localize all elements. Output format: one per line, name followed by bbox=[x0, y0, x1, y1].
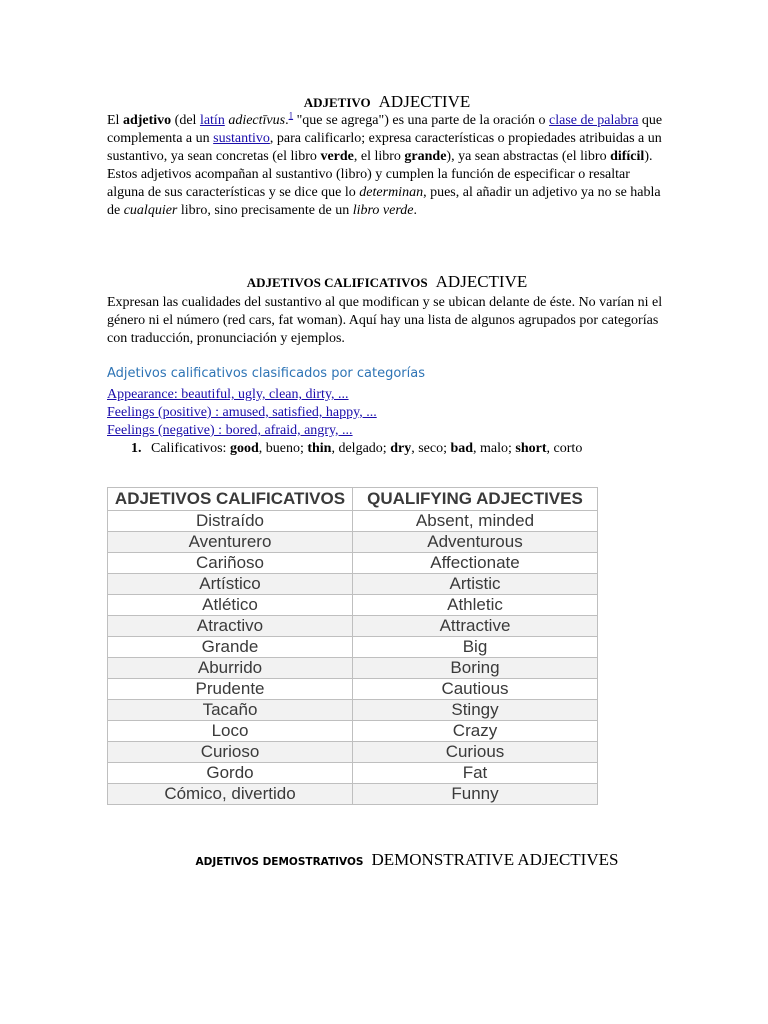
cell-english: Affectionate bbox=[353, 553, 598, 574]
cell-english: Absent, minded bbox=[353, 511, 598, 532]
category-links bbox=[107, 386, 377, 440]
cell-english: Boring bbox=[353, 658, 598, 679]
calificativos-paragraph bbox=[107, 294, 667, 348]
link-feelings-negative[interactable]: Feelings (negative) : bored, afraid, angry, ... bbox=[107, 423, 353, 438]
text-run: El bbox=[107, 113, 123, 128]
table-header-spanish: ADJETIVOS CALIFICATIVOS bbox=[108, 488, 353, 511]
text-run: cualquier bbox=[123, 203, 178, 218]
text-run: Calificativos: bbox=[151, 441, 230, 456]
link-sustantivo[interactable]: sustantivo bbox=[213, 131, 270, 146]
table-row bbox=[108, 742, 598, 763]
table-row bbox=[108, 784, 598, 805]
text-run: good bbox=[229, 441, 259, 456]
text-run: , para calificarlo; expresa características o propiedades atribuidas a un sustantivo, ya sean concretas (el libro bbox=[107, 131, 662, 164]
heading-demostrativos bbox=[107, 850, 707, 870]
text-run: thin bbox=[307, 441, 332, 456]
numbered-list-item bbox=[131, 440, 582, 458]
text-run: libro, sino precisamente de un bbox=[177, 203, 353, 218]
text-run: . bbox=[285, 113, 289, 128]
text-run: verde bbox=[320, 149, 354, 164]
table-row bbox=[108, 637, 598, 658]
cell-spanish: Aburrido bbox=[108, 658, 353, 679]
text-run: "que se agrega") es una parte de la oración o bbox=[293, 113, 550, 128]
table-row bbox=[108, 679, 598, 700]
adjectives-table bbox=[107, 487, 598, 805]
text-run: short bbox=[515, 441, 547, 456]
cell-spanish: Artístico bbox=[108, 574, 353, 595]
cell-spanish: Distraído bbox=[108, 511, 353, 532]
text-run: (del bbox=[171, 113, 200, 128]
text-run: adiectīvus bbox=[228, 113, 286, 128]
table-header-row bbox=[108, 488, 598, 511]
table-header-english: QUALIFYING ADJECTIVES bbox=[353, 488, 598, 511]
text-run: , pues, al añadir un adjetivo ya no se habla de bbox=[107, 185, 661, 218]
cell-spanish: Tacaño bbox=[108, 700, 353, 721]
table-row bbox=[108, 511, 598, 532]
cell-english: Stingy bbox=[353, 700, 598, 721]
table-row bbox=[108, 721, 598, 742]
calificativos-paragraph-text: Expresan las cualidades del sustantivo al que modifican y se ubican delante de éste. No varían ni el género ni el número (red cars, fat woman). Aquí hay una lista de algunos agrupados por categorías con traducción, pronunciación y ejemplos. bbox=[107, 295, 663, 346]
cell-english: Crazy bbox=[353, 721, 598, 742]
cell-english: Artistic bbox=[353, 574, 598, 595]
cell-spanish: Gordo bbox=[108, 763, 353, 784]
cell-spanish: Curioso bbox=[108, 742, 353, 763]
heading-calificativos-spanish: ADJETIVOS CALIFICATIVOS bbox=[246, 275, 428, 290]
text-run: bad bbox=[450, 441, 474, 456]
link-appearance[interactable]: Appearance: beautiful, ugly, clean, dirty, ... bbox=[107, 387, 349, 402]
cell-spanish: Cariñoso bbox=[108, 553, 353, 574]
cell-english: Attractive bbox=[353, 616, 598, 637]
link-latin[interactable]: latín bbox=[199, 113, 225, 128]
table-row bbox=[108, 700, 598, 721]
text-run: ). Estos adjetivos acompañan al sustantivo (libro) y cumplen la función de especificar o resaltar alguna de sus características y se dice que lo bbox=[107, 149, 653, 200]
categories-heading: Adjetivos calificativos clasificados por categorías bbox=[107, 366, 426, 381]
table-row bbox=[108, 595, 598, 616]
table-row bbox=[108, 553, 598, 574]
link-feelings-positive[interactable]: Feelings (positive) : amused, satisfied, happy, ... bbox=[107, 405, 377, 420]
table-row bbox=[108, 658, 598, 679]
list-number: 1. bbox=[131, 441, 142, 456]
cell-spanish: Loco bbox=[108, 721, 353, 742]
cell-spanish: Prudente bbox=[108, 679, 353, 700]
footnote-link[interactable]: 1 bbox=[288, 110, 294, 121]
cell-english: Adventurous bbox=[353, 532, 598, 553]
heading-demostrativos-spanish: ADJETIVOS DEMOSTRATIVOS bbox=[195, 856, 364, 868]
heading-calificativos bbox=[107, 272, 667, 292]
adjetivo-paragraph bbox=[107, 112, 667, 220]
table-body bbox=[108, 511, 598, 805]
text-run: , malo; bbox=[473, 441, 516, 456]
text-run: que complementa a un bbox=[107, 113, 663, 146]
text-run: , delgado; bbox=[331, 441, 391, 456]
cell-spanish: Grande bbox=[108, 637, 353, 658]
cell-spanish: Cómico, divertido bbox=[108, 784, 353, 805]
text-run: . bbox=[413, 203, 417, 218]
text-run: grande bbox=[404, 149, 447, 164]
table-row bbox=[108, 532, 598, 553]
cell-spanish: Atlético bbox=[108, 595, 353, 616]
heading-adjetivo-spanish: ADJETIVO bbox=[303, 95, 371, 110]
text-run: , corto bbox=[546, 441, 583, 456]
cell-english: Athletic bbox=[353, 595, 598, 616]
heading-demostrativos-english: DEMONSTRATIVE ADJECTIVES bbox=[371, 850, 619, 869]
table-row bbox=[108, 763, 598, 784]
cell-spanish: Aventurero bbox=[108, 532, 353, 553]
text-run: , bueno; bbox=[258, 441, 308, 456]
table-row bbox=[108, 574, 598, 595]
table-row bbox=[108, 616, 598, 637]
cell-english: Fat bbox=[353, 763, 598, 784]
text-run: , seco; bbox=[411, 441, 451, 456]
heading-adjetivo bbox=[107, 92, 667, 112]
heading-adjetivo-english: ADJECTIVE bbox=[378, 92, 471, 111]
heading-calificativos-english: ADJECTIVE bbox=[435, 272, 528, 291]
cell-english: Funny bbox=[353, 784, 598, 805]
text-run: dry bbox=[390, 441, 412, 456]
text-run: , el libro bbox=[353, 149, 405, 164]
link-clase-de-palabra[interactable]: clase de palabra bbox=[549, 113, 639, 128]
text-run: determinan bbox=[359, 185, 424, 200]
cell-spanish: Atractivo bbox=[108, 616, 353, 637]
text-run: ), ya sean abstractas (el libro bbox=[446, 149, 611, 164]
cell-english: Cautious bbox=[353, 679, 598, 700]
text-run: libro verde bbox=[352, 203, 414, 218]
text-run: difícil bbox=[610, 149, 645, 164]
cell-english: Curious bbox=[353, 742, 598, 763]
cell-english: Big bbox=[353, 637, 598, 658]
text-run: adjetivo bbox=[122, 113, 172, 128]
